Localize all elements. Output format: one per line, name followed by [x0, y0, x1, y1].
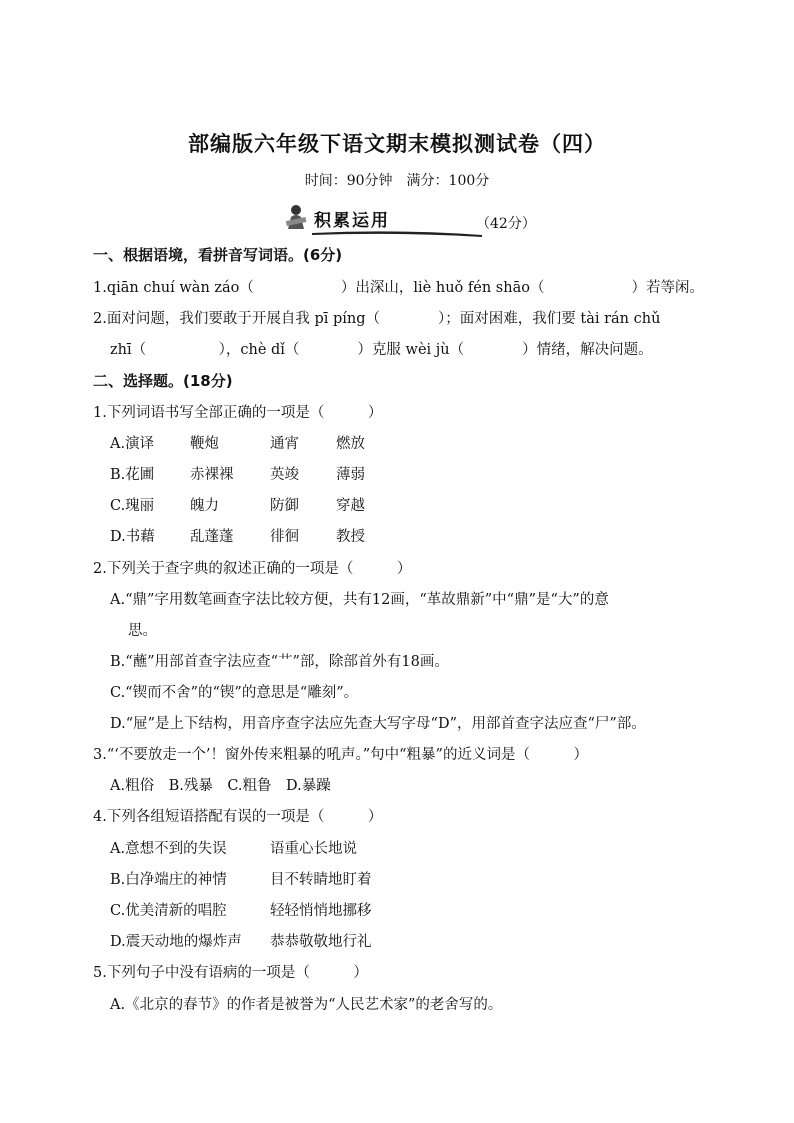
q2-option-a-cont: 思。 [128, 623, 157, 639]
q4-option-row: D.震天动地的爆炸声 恭恭敬敬地行礼 [110, 934, 372, 950]
q1-option-row: C.瑰丽 魄力 防御 穿越 [110, 498, 365, 514]
q2-option-c: C.“锲而不舍”的“锲”的意思是“雕刻”。 [110, 685, 359, 701]
question-2-2: 2.下列关于查字典的叙述正确的一项是（ ） [93, 561, 412, 577]
exam-meta: 时间：90分钟 满分：100分 [304, 173, 490, 189]
q1-option-row: A.演译 鞭炮 通宵 燃放 [110, 436, 365, 452]
q3-options: A.粗俗 B.残暴 C.粗鲁 D.暴躁 [110, 778, 331, 794]
q2-option-a: A.“鼎”字用数笔画查字法比较方便，共有12画，“革故鼎新”中“鼎”是“大”的意 [110, 592, 609, 608]
section-banner [282, 201, 542, 235]
reading-figure-icon [282, 203, 310, 231]
question-1-1: 1.qiān chuí wàn záo（ ）出深山，liè huǒ fén shāo（ ）若等闲。 [93, 280, 704, 296]
section-2-heading: 二、选择题。(18分) [93, 372, 233, 390]
q4-option-row: A.意想不到的失误 语重心长地说 [110, 841, 357, 857]
question-1-2-line2: zhī（ ），chè dǐ（ ）克服 wèi jù（ ）情绪，解决问题。 [110, 342, 653, 358]
q4-option-row: B.白净端庄的神情 目不转睛地盯着 [110, 872, 372, 888]
q2-option-d: D.“屉”是上下结构，用音序查字法应先查大写字母“D”，用部首查字法应查“尸”部。 [110, 716, 646, 732]
section-1-heading: 一、根据语境，看拼音写词语。(6分) [93, 246, 343, 264]
question-2-3: 3.“‘不要放走一个’！窗外传来粗暴的吼声。”句中“粗暴”的近义词是（ ） [93, 747, 588, 763]
q5-option-a: A.《北京的春节》的作者是被誉为“人民艺术家”的老舍写的。 [110, 997, 503, 1013]
question-1-2-line1: 2.面对问题，我们要敢于开展自我 pī píng（ ）；面对困难，我们要 tài rán chǔ [93, 311, 661, 327]
question-2-5: 5.下列句子中没有语病的一项是（ ） [93, 965, 368, 981]
banner-label: 积累运用 [314, 211, 390, 231]
q4-option-row: C.优美清新的唱腔 轻轻悄悄地挪移 [110, 903, 372, 919]
banner-underline [312, 229, 482, 237]
question-2-4: 4.下列各组短语搭配有误的一项是（ ） [93, 809, 383, 825]
banner-score: （42分） [476, 216, 536, 232]
q1-option-row: B.花圃 赤裸裸 英竣 薄弱 [110, 467, 365, 483]
question-2-1: 1.下列词语书写全部正确的一项是（ ） [93, 405, 383, 421]
q1-option-row: D.书藉 乱蓬蓬 徘徊 教授 [110, 529, 365, 545]
page-title: 部编版六年级下语文期末模拟测试卷（四） [188, 131, 606, 156]
q2-option-b: B.“蘸”用部首查字法应查“艹”部，除部首外有18画。 [110, 654, 449, 670]
